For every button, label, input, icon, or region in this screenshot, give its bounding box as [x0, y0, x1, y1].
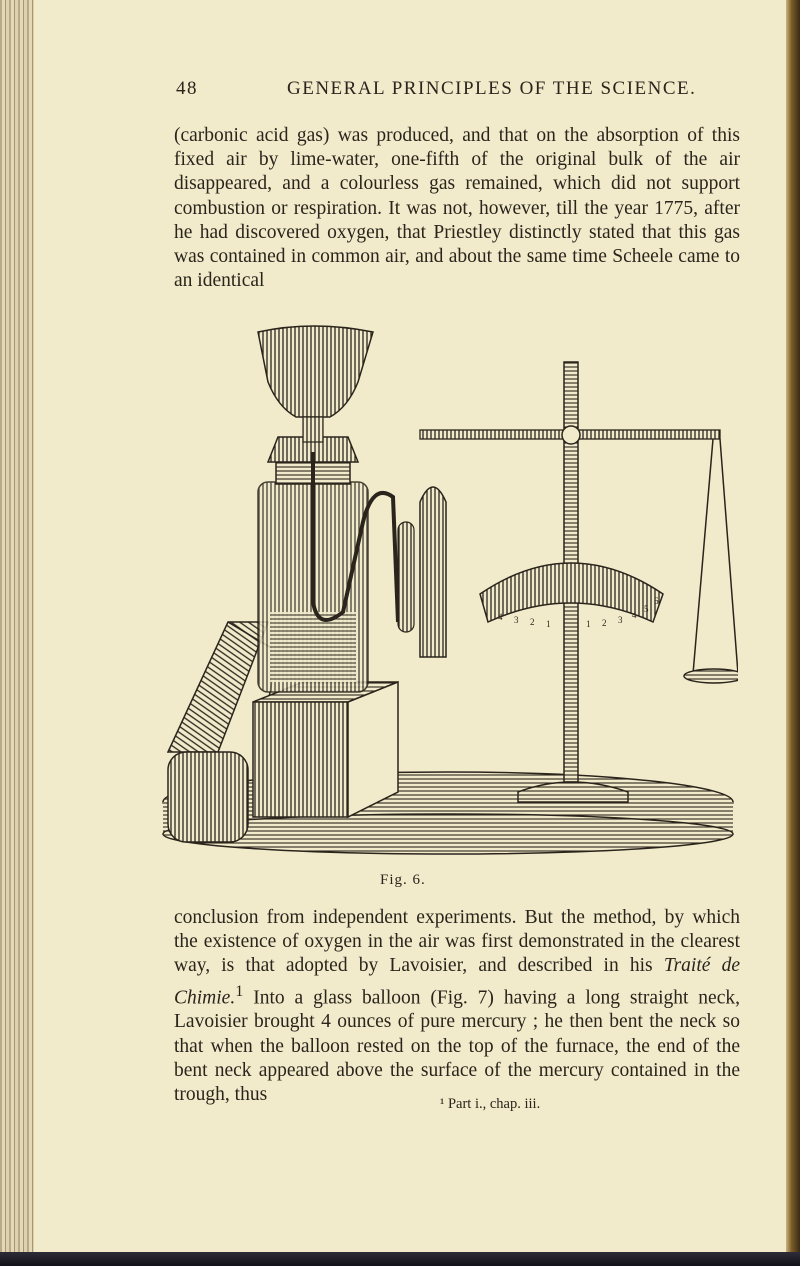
- svg-text:1: 1: [546, 619, 551, 629]
- page-edge-right: [786, 0, 800, 1266]
- svg-text:6: 6: [654, 596, 659, 606]
- balance-scale: [420, 362, 738, 802]
- pedestal-block: [253, 682, 398, 817]
- figure-caption: Fig. 6.: [380, 872, 426, 888]
- svg-text:2: 2: [602, 618, 607, 628]
- paragraph-bottom-text-1: conclusion from independent experiments. But the method, by which the existence of oxygen in the air was first demonstrated in the clearest way, is that adopted by Lavoisier, and described in his: [174, 907, 740, 977]
- running-head: GENERAL PRINCIPLES OF THE SCIENCE.: [287, 78, 697, 99]
- book-title: Traité de Chimie.: [174, 955, 740, 1009]
- svg-text:5: 5: [644, 604, 649, 614]
- paragraph-bottom-text-2: Into a glass balloon (Fig. 7) having a long straight neck, Lavoisier brought 4 ounces of pure mercury ; he then bent the neck so that when the balloon rested on the top of the furnace, the end of the bent neck appeared above the surface of the mercury contained in the trough, thus: [174, 987, 740, 1105]
- svg-text:1: 1: [586, 619, 591, 629]
- footnote-reference: 1: [235, 981, 244, 1000]
- figure-apparatus-illustration: [158, 322, 738, 862]
- book-gutter: [0, 0, 34, 1266]
- funnel: [258, 326, 373, 442]
- footnote: ¹ Part i., chap. iii.: [440, 1096, 541, 1112]
- svg-text:3: 3: [514, 615, 519, 625]
- svg-text:2: 2: [530, 617, 535, 627]
- paragraph-top: (carbonic acid gas) was produced, and that on the absorption of this fixed air by lime-water, one-fifth of the original bulk of the air disappeared, and a colourless gas remained, which did not support combustion or respiration. It was not, however, till the year 1775, after he had discovered oxygen, that Priestley distinctly stated that this gas was contained in common air, and about the same time Scheele came to an identical: [174, 125, 740, 292]
- page-edge-bottom: [0, 1252, 800, 1266]
- paragraph-bottom: [174, 906, 740, 1107]
- page-number: 48: [176, 78, 198, 99]
- svg-text:4: 4: [632, 610, 637, 620]
- svg-text:4: 4: [498, 612, 503, 622]
- svg-text:3: 3: [618, 615, 623, 625]
- eudiometer-tube: [398, 487, 446, 657]
